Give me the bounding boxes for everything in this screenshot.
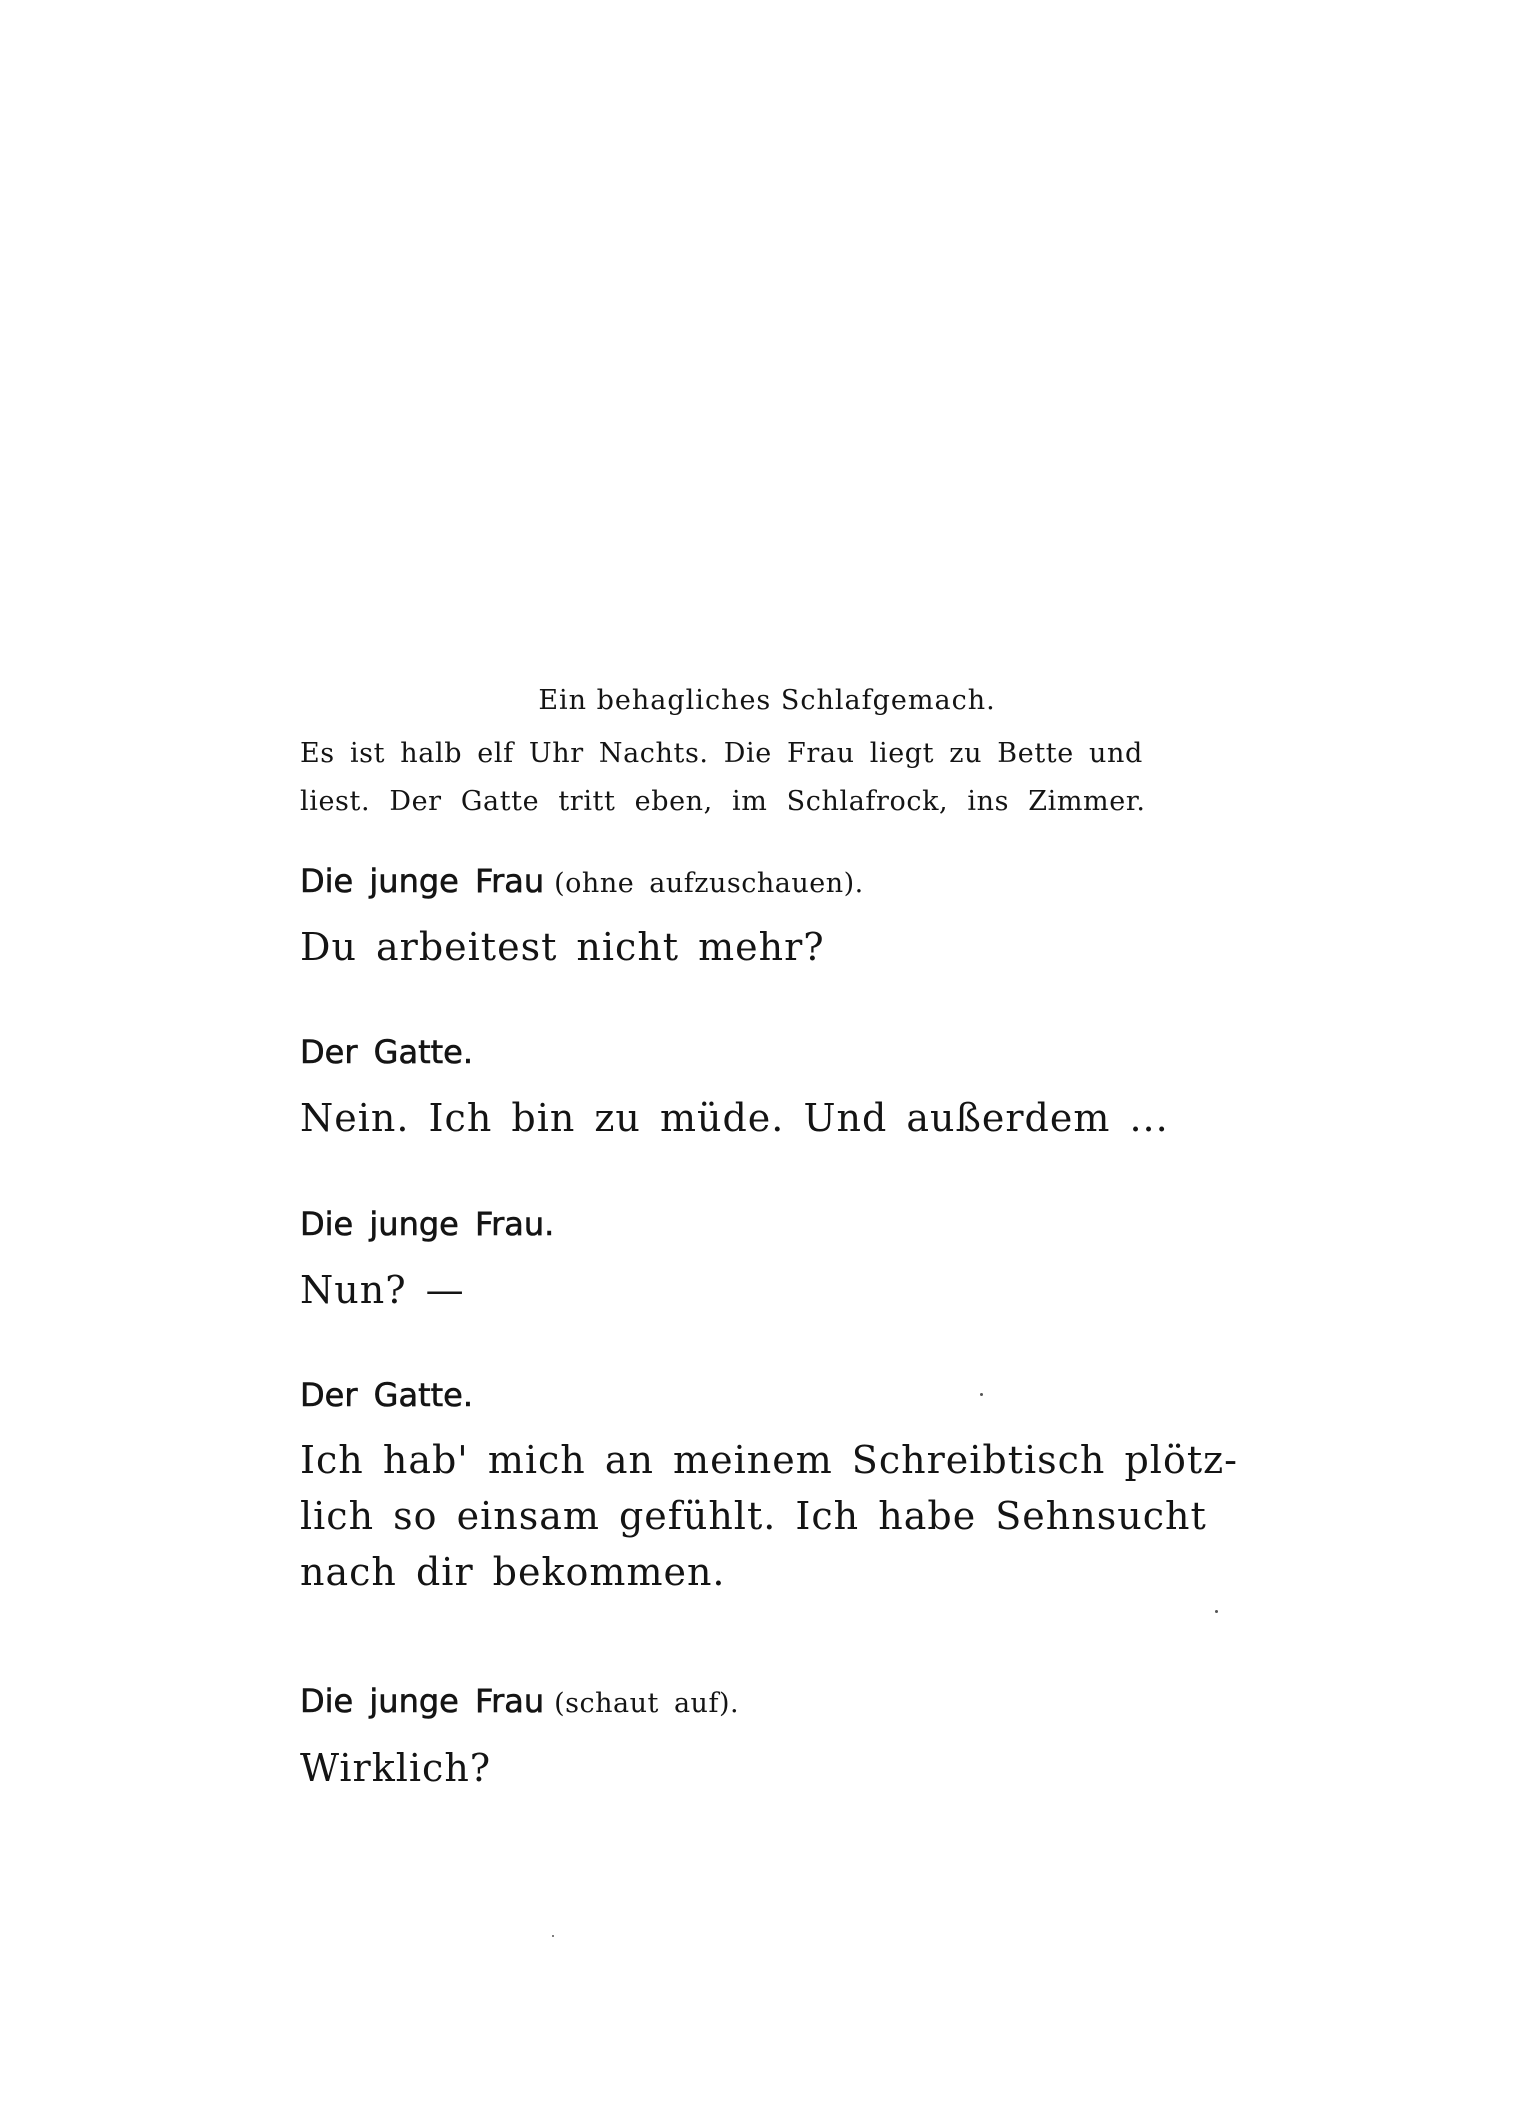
speaker-name: [300, 862, 864, 900]
speaker-label: Die junge Frau: [300, 862, 545, 900]
speech-block: [300, 1432, 1238, 1600]
speech-line: Ich hab' mich an meinem Schreibtisch plötz-: [300, 1438, 1238, 1482]
speaker-name: Der Gatte.: [300, 1376, 474, 1414]
speech-line: lich so einsam gefühlt. Ich habe Sehnsucht: [300, 1494, 1207, 1538]
scan-speck: [552, 1935, 554, 1937]
speaker-name: Die junge Frau.: [300, 1205, 555, 1243]
speaker-name: [300, 1682, 739, 1720]
stage-direction-line: Es ist halb elf Uhr Nachts. Die Frau liegt zu Bette und: [300, 738, 1143, 769]
speech-line: Du arbeitest nicht mehr?: [300, 925, 825, 969]
stage-heading: Ein behagliches Schlafgemach.: [538, 685, 996, 716]
scan-speck: [980, 1393, 983, 1396]
speech-line: Wirklich?: [300, 1746, 492, 1790]
speaker-name: Der Gatte.: [300, 1033, 474, 1071]
speaker-label: Die junge Frau: [300, 1682, 545, 1720]
stage-direction: (schaut auf).: [554, 1688, 740, 1719]
scan-speck: [1215, 1610, 1218, 1613]
speech-line: Nein. Ich bin zu müde. Und außerdem ...: [300, 1096, 1169, 1140]
stage-direction-line: liest. Der Gatte tritt eben, im Schlafrock, ins Zimmer.: [300, 786, 1146, 817]
speech-line: nach dir bekommen.: [300, 1550, 726, 1594]
speech-line: Nun? —: [300, 1268, 465, 1312]
stage-direction: (ohne aufzuschauen).: [554, 868, 864, 899]
